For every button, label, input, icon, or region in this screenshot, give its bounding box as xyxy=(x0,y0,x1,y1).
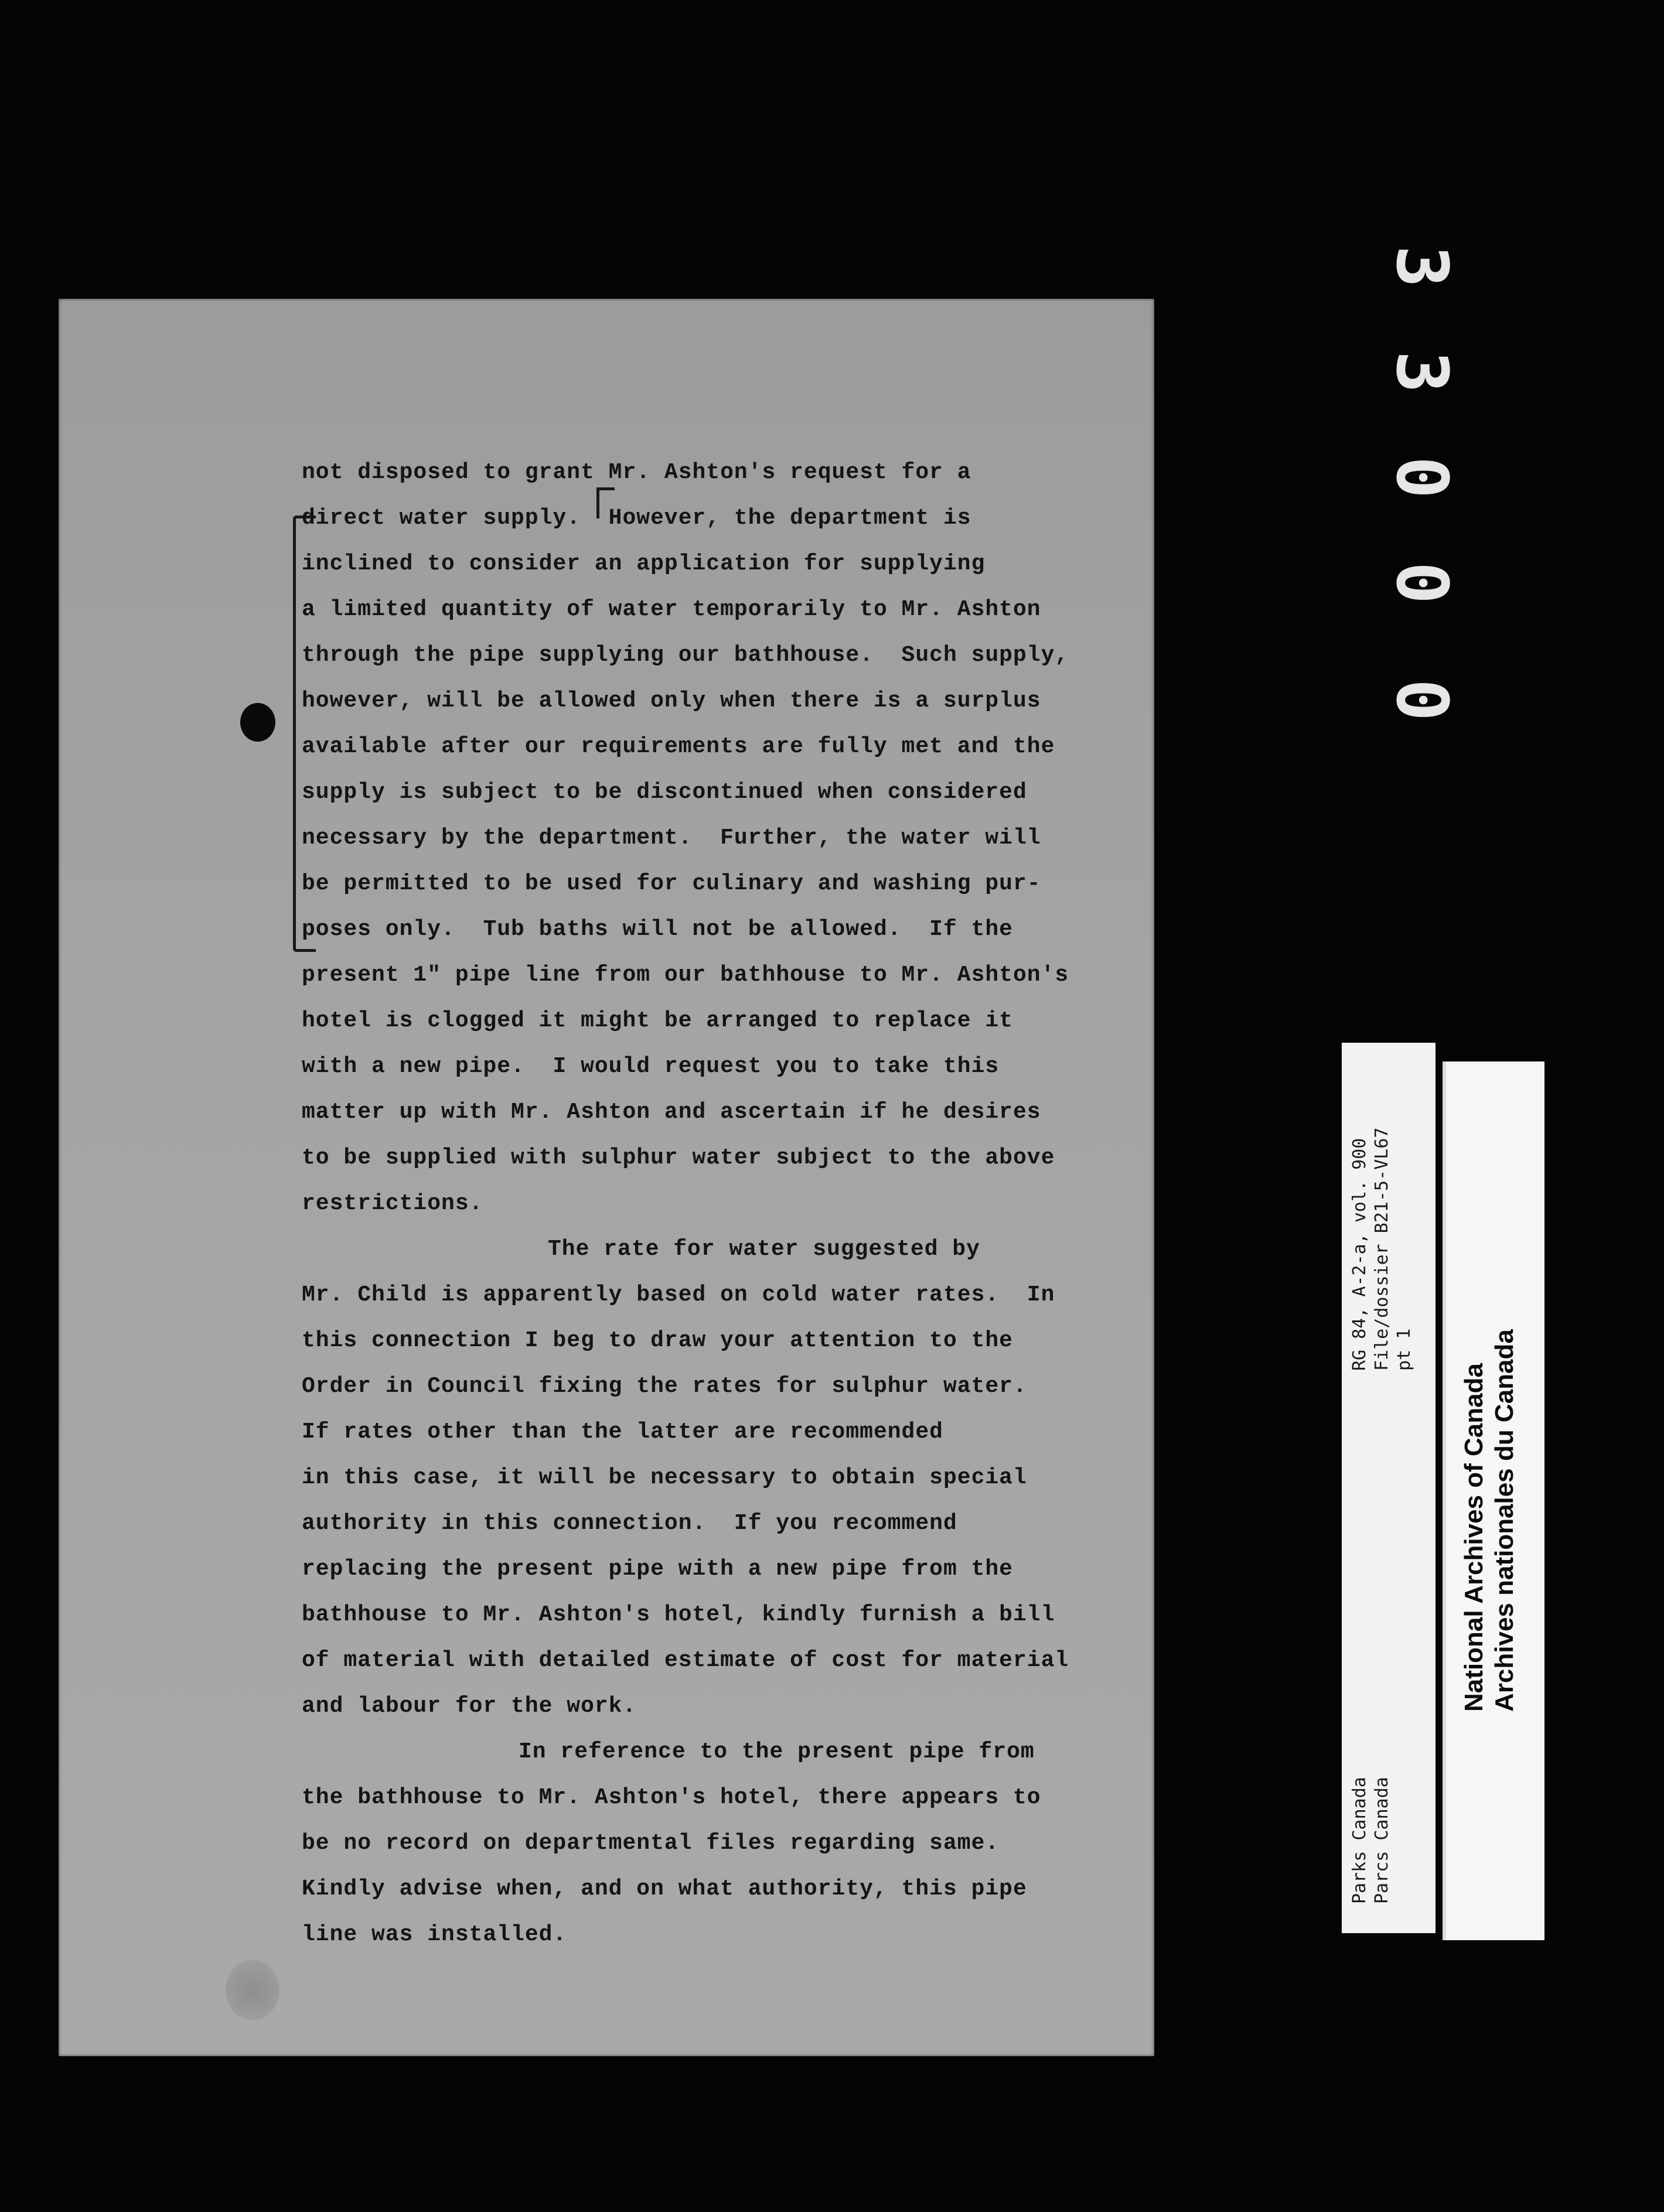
agency-name-en: Parks Canada xyxy=(1349,1777,1370,1904)
reference-line: pt 1 xyxy=(1394,1328,1414,1371)
text-line: available after our requirements are fully met and the xyxy=(302,734,1055,759)
text-line: with a new pipe. I would request you to take this xyxy=(302,1054,1000,1079)
frame-digit: 0 xyxy=(1380,678,1462,722)
frame-number xyxy=(1380,234,1462,797)
text-line: to be supplied with sulphur water subject to the above xyxy=(302,1145,1055,1170)
text-line: restrictions. xyxy=(302,1191,483,1216)
letter-body xyxy=(302,450,1122,1958)
text-line: authority in this connection. If you recommend xyxy=(302,1511,957,1536)
text-line: a limited quantity of water temporarily to Mr. Ashton xyxy=(302,597,1041,622)
archives-name-fr: Archives nationales du Canada xyxy=(1490,1329,1519,1712)
text-line: line was installed. xyxy=(302,1922,567,1947)
text-line: of material with detailed estimate of cost for material xyxy=(302,1648,1069,1673)
text-line: supply is subject to be discontinued when considered xyxy=(302,780,1027,805)
archives-label xyxy=(1443,1061,1544,1940)
text-line: If rates other than the latter are recommended xyxy=(302,1419,943,1445)
text-line: be no record on departmental files regarding same. xyxy=(302,1831,1000,1856)
agency-name-fr: Parcs Canada xyxy=(1372,1777,1392,1904)
frame-digit: 0 xyxy=(1380,456,1462,499)
text-line: Order in Council fixing the rates for sulphur water. xyxy=(302,1374,1027,1399)
text-line: poses only. Tub baths will not be allowed. If the xyxy=(302,917,1013,942)
paragraph-start-line: The rate for water suggested by xyxy=(548,1237,980,1262)
text-line: replacing the present pipe with a new pipe from the xyxy=(302,1556,1013,1582)
text-line: however, will be allowed only when there is a surplus xyxy=(302,688,1041,714)
text-line: this connection I beg to draw your attention to the xyxy=(302,1328,1013,1353)
text-line: inclined to consider an application for supplying xyxy=(302,551,986,576)
reference-line: File/dossier B21-5-VL67 xyxy=(1372,1127,1392,1371)
punch-hole xyxy=(240,703,275,742)
frame-digit: 0 xyxy=(1380,561,1462,605)
paragraph-start-line: In reference to the present pipe from xyxy=(519,1739,1035,1764)
text-line: in this case, it will be necessary to obtain special xyxy=(302,1465,1027,1490)
text-line: Mr. Child is apparently based on cold water rates. In xyxy=(302,1282,1055,1308)
text-line: bathhouse to Mr. Ashton's hotel, kindly furnish a bill xyxy=(302,1602,1055,1627)
reference-line: RG 84, A-2-a, vol. 900 xyxy=(1349,1138,1370,1371)
text-line: through the pipe supplying our bathhouse. Such supply, xyxy=(302,643,1069,668)
text-line: not disposed to grant Mr. Ashton's request for a xyxy=(302,460,971,485)
text-line: present 1" pipe line from our bathhouse to Mr. Ashton's xyxy=(302,962,1069,988)
text-line: Kindly advise when, and on what authority, this pipe xyxy=(302,1876,1027,1902)
text-line: be permitted to be used for culinary and washing pur- xyxy=(302,871,1041,896)
frame-digit: 3 xyxy=(1380,350,1462,394)
text-line: necessary by the department. Further, the water will xyxy=(302,825,1041,851)
text-line: and labour for the work. xyxy=(302,1694,637,1719)
text-line: matter up with Mr. Ashton and ascertain if he desires xyxy=(302,1100,1041,1125)
paper-smudge xyxy=(226,1960,279,2020)
text-line: hotel is clogged it might be arranged to replace it xyxy=(302,1008,1013,1033)
reference-label xyxy=(1342,1043,1435,1933)
archives-name-en: National Archives of Canada xyxy=(1460,1363,1488,1712)
text-line: the bathhouse to Mr. Ashton's hotel, there appears to xyxy=(302,1785,1041,1810)
frame-digit: 3 xyxy=(1380,245,1462,288)
text-line: direct water supply. However, the department is xyxy=(302,506,971,531)
